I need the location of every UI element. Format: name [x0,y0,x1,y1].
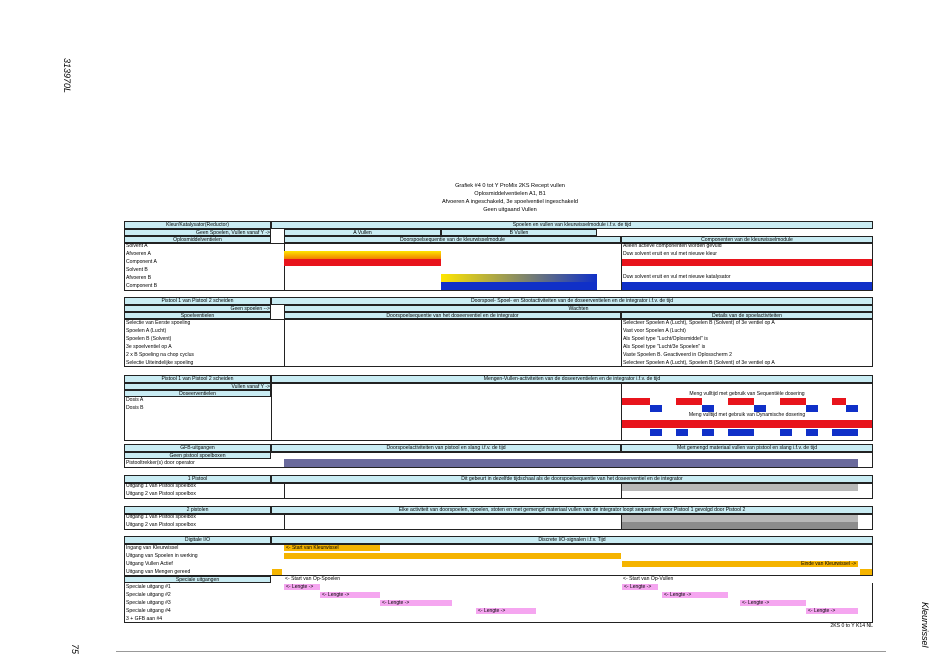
dose-a-block [728,398,754,405]
fill-active-bar: Einde van Kleurwissel -> [622,561,858,567]
section2-sub-left: Geen spoelen --> [124,305,271,312]
row-label: Speciale uitgang #1 [126,584,171,590]
mix-ready-bar-left [272,569,282,575]
row-label: Uitgang 1 van Pistool spoelbox [126,483,196,489]
row-label: 2 x B Spoeling na chop cyclus [126,352,194,358]
gun2-output1-bar [622,515,858,522]
row-label: Solvent A [126,243,148,249]
right-red-bar [622,259,872,266]
document-number: 313970L [62,58,72,94]
title-line: Afvoeren A ingeschakeld, 3e spoelventiel ingeschakeld [442,199,578,205]
dose-b-block [650,405,662,412]
dose-a-block [780,398,806,405]
footer-rule [116,651,886,652]
special3-fill-length-bar: <- Lengte -> [740,600,806,606]
section2-col-left: Spoelventielen [124,312,271,319]
section3-header-left: Pistool 1 van Pistool 2 scheiden [124,375,271,383]
special4-length-bar: <- Lengte -> [476,608,536,614]
note: Duw solvent eruit en vul met nieuwe katalysator [623,274,731,280]
special3-length-bar: <- Lengte -> [380,600,452,606]
section4-sub-left: Geen pistool spoelboxen [124,452,271,459]
trigger-bar [284,459,858,467]
section2-sub-right: Wachten [284,305,873,312]
flush-bar-yellow-red [284,251,441,259]
row-label: Uitgang van Mengen gereed [126,569,191,575]
flush-bar-gradient-blue [441,274,597,282]
section6-header-right: Elke activiteit van doorspoelen, spoelen, stoten en met gemengd materiaal vullen van de integrator loopt sequentieel voor Pistool 1 gevolgd door Pistool 2 [271,506,873,514]
row-label: Dosis B [126,405,144,411]
dose-b-block [846,405,858,412]
section2-col-right: Details van de spoelactiviteiten [621,312,873,319]
row-label: Uitgang van Spoelen in werking [126,553,198,559]
row-label: Ingang van Kleurwissel [126,545,179,551]
section1-header-left: Kleur/Katalysator(Reductor) [124,221,271,229]
dose-a-block [676,398,702,405]
section7-special-header: Speciale uitgangen [124,576,271,583]
section1-col-left: Oplosmiddelventielen [124,236,271,243]
dose-b-block [754,405,766,412]
row-label: Afvoeren A [126,251,151,257]
title-line: Geen uitgaand Vullen [483,207,537,213]
title-line: Oplosmiddelventielen A1, B1 [474,191,546,197]
detail: Vast voor Spoelen A (Lucht) [623,328,686,334]
row-label: Speciale uitgang #4 [126,608,171,614]
row-label: Pistooltrekker(s) door operator [126,460,195,466]
special2-length-bar: <- Lengte -> [320,592,380,598]
row-label: Speciale uitgang #3 [126,600,171,606]
section1-sub-a: A Vullen [284,229,441,236]
detail: Vaste Spoelen B. Geactiveerd in Oplosscherm 2 [623,352,732,358]
dynamic-b-block [702,429,714,436]
section2-header-right: Doorspoel- Spoel- en Stootactiviteiten van de doseerventielen en de integrator i.f.v. de tijd [271,297,873,305]
dynamic-b-block [806,429,818,436]
mix-ready-bar-right [860,569,872,575]
detail: Als Spoel type "Lucht/3e Spoelen" is [623,344,706,350]
special4-fill-length-bar: <- Lengte -> [806,608,858,614]
footer-code: 2KS 0 to Y K14 NL [830,623,873,629]
detail: Selecteer Spoelen A (Lucht), Spoelen B (Solvent) of 3e ventiel op A [623,360,775,366]
section1-header-right: Spoelen en vullen van kleurwisselmodule i.f.v. de tijd [271,221,873,229]
section1-sub-b: B Vullen [441,229,597,236]
section1-col-right: Componenten van de kleurwisselmodule [621,236,873,243]
row-label: 3 + GFB aan #4 [126,616,163,622]
mix-note-dynamic: Meng vulltijd met gebruik van Dynamische dosering [688,412,806,418]
row-label: Spoelen B (Solvent) [126,336,172,342]
dose-a-block [622,398,650,405]
section5-header-right: Dit gebeurt in dezelfde tijdschaal als de doorspoelsequentie van het doseerventiel en de integrator [271,475,873,483]
section5-header-left: 1 Pistool [124,475,271,483]
detail: Als Spoel type "Lucht/Oplosmiddel" is [623,336,708,342]
dynamic-b-block [676,429,688,436]
right-blue-bar [622,282,872,290]
special1-length-bar: <- Lengte -> [284,584,320,590]
row-label: Spoelen A (Lucht) [126,328,167,334]
row-label: Uitgang 2 van Pistool spoelbox [126,522,196,528]
section7-header-right: Discrete I/O-signalen i.f.v. Tijd [271,536,873,544]
component-b-bar [441,282,597,290]
row-label: Speciale uitgang #2 [126,592,171,598]
row-label: Uitgang Vullen Actief [126,561,173,567]
row-label: Selectie Uiteindelijke spoeling [126,360,194,366]
row-label: Uitgang 2 van Pistool spoelbox [126,491,196,497]
section3-header-right: Mengen-Vullen-activiteiten van de doseerventielen en de integrator i.f.v. de tijd [271,375,873,383]
special2-fill-length-bar: <- Lengte -> [662,592,728,598]
note: Alleen actieve componenten worden gevuld [623,243,722,249]
start-fill-label: <- Start van Op-Vullen [623,576,674,582]
section2-header-left: Pistool 1 van Pistool 2 scheiden [124,297,271,305]
row-label: Afvoeren B [126,275,152,281]
dynamic-b-block [728,429,754,436]
section3-sub-left: Vullen vanaf Y -> [124,383,271,390]
chart-title [300,182,720,214]
flush-active-bar [284,553,621,559]
detail: Selecteer Spoelen A (Lucht), Spoelen B (Solvent) of 3e ventiel op A [623,320,775,326]
dose-b-block [702,405,714,412]
section6-header-left: 2 pistolen [124,506,271,514]
row-label: 3e spoelventiel op A [126,344,172,350]
page-number: 75 [70,644,80,655]
title-line: Grafiek #4 0 tot Y ProMix 2KS Recept vullen [455,183,565,189]
row-label: Component A [126,259,157,265]
dose-b-block [806,405,818,412]
dynamic-b-block [780,429,792,436]
section1-sub-left: Geen Spoelen, Vullen vanaf Y -> [124,229,271,236]
section3-col-left: Doseerventielen [124,390,271,397]
special1-fill-length-bar: <- Lengte -> [622,584,658,590]
start-flush-label: <- Start van Op-Spoelen [285,576,341,582]
section4-header-right: Met gemengd materiaal vullen van pistool en slang i.f.v. de tijd [621,444,873,452]
component-a-bar [284,259,441,266]
row-label: Component B [126,283,158,289]
dynamic-b-block [832,429,858,436]
row-label: Uitgang 1 van Pistool spoelbox [126,514,196,520]
note: Duw solvent eruit en vul met nieuwe kleur [623,251,717,257]
gun1-output1-bar [622,484,858,491]
section4-header-left: GFB-uitgangen [124,444,271,452]
section7-header-left: Digitale I/O [124,536,271,544]
row-label: Dosis A [126,397,144,403]
row-label: Selectie van Eerste spoeling [126,320,191,326]
row-label: Solvent B [126,267,148,273]
dose-a-block [832,398,846,405]
side-label: Kleurwissel [920,602,930,648]
start-colorchange-bar: <- Start van Kleurwissel [284,545,380,551]
gun2-output2-bar [622,522,858,529]
section2-col-mid: Doorspoelsequentie van het doseerventiel en de integrator [284,312,621,319]
section4-header-mid: Doorspoelactiviteiten van pistool en slang i.f.v. de tijd [271,444,621,452]
mix-note-sequential: Meng vulltijd met gebruik van Sequentiële dosering [689,391,805,397]
section1-col-mid: Doorspoelsequentie van de kleurwisselmodule [284,236,621,243]
dynamic-a-bar [622,420,872,428]
dynamic-b-block [650,429,662,436]
